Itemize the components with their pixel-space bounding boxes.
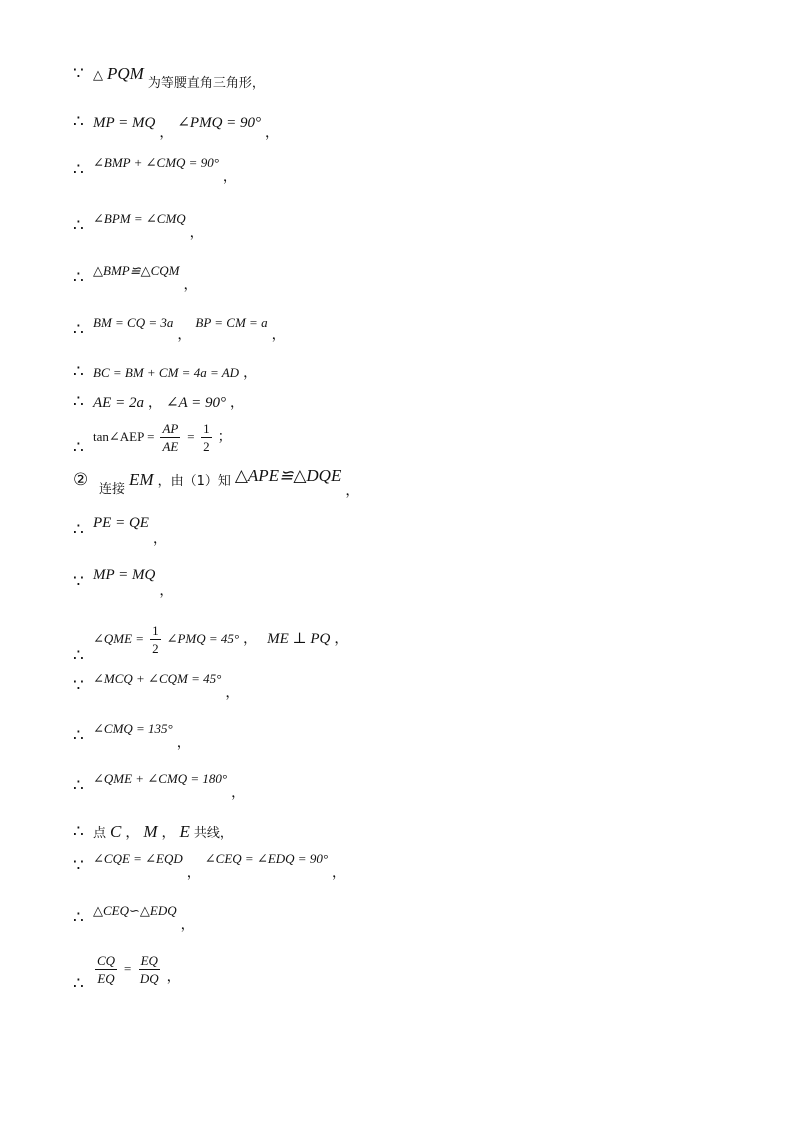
proof-line-14 bbox=[73, 671, 240, 701]
math-expression: EM bbox=[129, 470, 154, 489]
proof-line-3 bbox=[73, 155, 237, 185]
therefore-symbol: ∴ bbox=[73, 160, 84, 180]
math-expression: M bbox=[143, 822, 158, 841]
punctuation: ， bbox=[265, 126, 280, 141]
math-expression: ∠PMQ = 90° bbox=[177, 115, 262, 131]
math-expression: ∠CQE = ∠EQD bbox=[93, 851, 183, 866]
fraction-numerator: CQ bbox=[97, 953, 116, 968]
punctuation: ， bbox=[180, 918, 195, 933]
punctuation: ， bbox=[161, 826, 176, 841]
math-expression: ∠QME = bbox=[93, 631, 145, 647]
fraction-denominator: DQ bbox=[139, 971, 159, 986]
punctuation: ， bbox=[222, 170, 237, 185]
proof-line-19 bbox=[73, 903, 195, 933]
text-segment: 共线， bbox=[193, 826, 233, 841]
punctuation: ， bbox=[125, 826, 140, 841]
proof-line-12 bbox=[73, 567, 174, 599]
fraction bbox=[138, 952, 161, 987]
therefore-symbol: ∴ bbox=[73, 216, 84, 236]
text-segment: 连接 bbox=[99, 482, 126, 497]
math-expression: AE = 2a bbox=[93, 395, 144, 411]
fraction-numerator: AP bbox=[162, 421, 179, 436]
proof-line-16 bbox=[73, 771, 246, 801]
punctuation: ， bbox=[186, 866, 201, 881]
proof-line-15 bbox=[73, 721, 191, 751]
proof-line-9 bbox=[73, 420, 232, 459]
proof-line-20 bbox=[73, 952, 181, 995]
therefore-symbol: ∴ bbox=[73, 908, 84, 928]
math-expression: PQM bbox=[107, 64, 144, 83]
therefore-symbol: ∴ bbox=[73, 726, 84, 746]
fraction-numerator: EQ bbox=[140, 953, 158, 968]
fraction bbox=[201, 420, 212, 455]
math-expression: △APE≌△DQE bbox=[234, 466, 342, 485]
proof-line-18 bbox=[73, 851, 347, 881]
math-expression: ∠MCQ + ∠CQM = 45° bbox=[93, 671, 222, 686]
therefore-symbol: ∴ bbox=[73, 320, 84, 340]
therefore-symbol: ∴ bbox=[73, 392, 84, 412]
therefore-symbol: ∴ bbox=[73, 112, 84, 132]
punctuation: ， bbox=[183, 278, 198, 293]
text-segment: 点 bbox=[93, 826, 107, 841]
equals-sign: = bbox=[186, 429, 196, 445]
fraction-numerator: 1 bbox=[152, 623, 159, 638]
proof-line-6 bbox=[73, 315, 286, 343]
therefore-symbol: ∴ bbox=[73, 646, 84, 667]
triangle-symbol: △ bbox=[93, 67, 103, 82]
proof-line-10 bbox=[73, 466, 360, 499]
math-expression: E bbox=[179, 822, 190, 841]
fraction-denominator: 2 bbox=[203, 439, 210, 454]
punctuation: ， bbox=[332, 866, 347, 881]
punctuation: ， bbox=[225, 686, 240, 701]
fraction-numerator: 1 bbox=[203, 421, 210, 436]
math-expression: △CEQ∽△EDQ bbox=[93, 903, 177, 918]
text-segment: 为等腰直角三角形， bbox=[147, 76, 265, 91]
math-expression: ∠PMQ = 45° bbox=[166, 631, 240, 647]
math-expression: BP = CM = a bbox=[195, 315, 268, 330]
proof-line-13 bbox=[73, 622, 349, 667]
math-expression: BC = BM + CM = 4a = AD bbox=[93, 365, 240, 380]
because-symbol: ∵ bbox=[73, 856, 84, 876]
punctuation: ， bbox=[271, 328, 286, 343]
proof-line-1 bbox=[73, 64, 265, 91]
math-expression: ME ⊥ PQ bbox=[267, 631, 331, 648]
punctuation: ； bbox=[217, 430, 232, 446]
punctuation: ， bbox=[177, 328, 192, 343]
punctuation: ， bbox=[334, 632, 349, 648]
math-expression: BM = CQ = 3a bbox=[93, 315, 174, 330]
punctuation: ， bbox=[230, 396, 245, 411]
proof-line-2 bbox=[73, 112, 280, 141]
punctuation: ， bbox=[345, 484, 360, 499]
fraction-denominator: EQ bbox=[97, 971, 115, 986]
proof-line-5 bbox=[73, 263, 198, 293]
fraction-denominator: 2 bbox=[152, 641, 159, 656]
text-segment: ，由（1）知 bbox=[157, 474, 231, 489]
punctuation: ， bbox=[166, 970, 181, 986]
punctuation: ， bbox=[189, 226, 204, 241]
because-symbol: ∵ bbox=[73, 572, 84, 592]
math-expression: ∠A = 90° bbox=[165, 395, 227, 411]
punctuation: ， bbox=[147, 396, 162, 411]
therefore-symbol: ∴ bbox=[73, 438, 84, 459]
proof-line-17 bbox=[73, 822, 233, 842]
math-expression: ∠CEQ = ∠EDQ = 90° bbox=[204, 851, 329, 866]
therefore-symbol: ∴ bbox=[73, 974, 84, 995]
because-symbol: ∵ bbox=[73, 676, 84, 696]
therefore-symbol: ∴ bbox=[73, 520, 84, 540]
circled-number: ② bbox=[73, 470, 89, 490]
math-expression: MP = MQ bbox=[93, 115, 156, 131]
proof-line-11 bbox=[73, 515, 167, 547]
math-expression: ∠QME + ∠CMQ = 180° bbox=[93, 771, 228, 786]
math-expression: ∠BPM = ∠CMQ bbox=[93, 211, 186, 226]
fraction bbox=[95, 952, 117, 987]
punctuation: ， bbox=[243, 632, 258, 648]
fraction bbox=[160, 420, 180, 455]
equals-sign: = bbox=[123, 961, 132, 977]
math-expression: C bbox=[110, 822, 122, 841]
punctuation: ， bbox=[159, 126, 174, 141]
punctuation: ， bbox=[159, 584, 174, 599]
math-expression: tan∠AEP = bbox=[93, 429, 155, 445]
proof-line-4 bbox=[73, 211, 204, 241]
punctuation: ， bbox=[152, 532, 167, 547]
fraction-denominator: AE bbox=[162, 439, 179, 454]
punctuation: ， bbox=[176, 736, 191, 751]
math-expression: ∠CMQ = 135° bbox=[93, 721, 173, 736]
therefore-symbol: ∴ bbox=[73, 776, 84, 796]
math-expression: ∠BMP + ∠CMQ = 90° bbox=[93, 155, 219, 170]
therefore-symbol: ∴ bbox=[73, 822, 84, 842]
punctuation: ， bbox=[243, 366, 258, 381]
therefore-symbol: ∴ bbox=[73, 268, 84, 288]
therefore-symbol: ∴ bbox=[73, 362, 84, 382]
math-expression: △BMP≌△CQM bbox=[93, 263, 180, 278]
math-expression: PE = QE bbox=[93, 515, 149, 531]
punctuation: ， bbox=[231, 786, 246, 801]
math-expression: MP = MQ bbox=[93, 567, 156, 583]
because-symbol: ∵ bbox=[73, 64, 84, 84]
proof-line-7 bbox=[73, 362, 257, 382]
proof-line-8 bbox=[73, 392, 244, 412]
fraction bbox=[150, 622, 161, 657]
